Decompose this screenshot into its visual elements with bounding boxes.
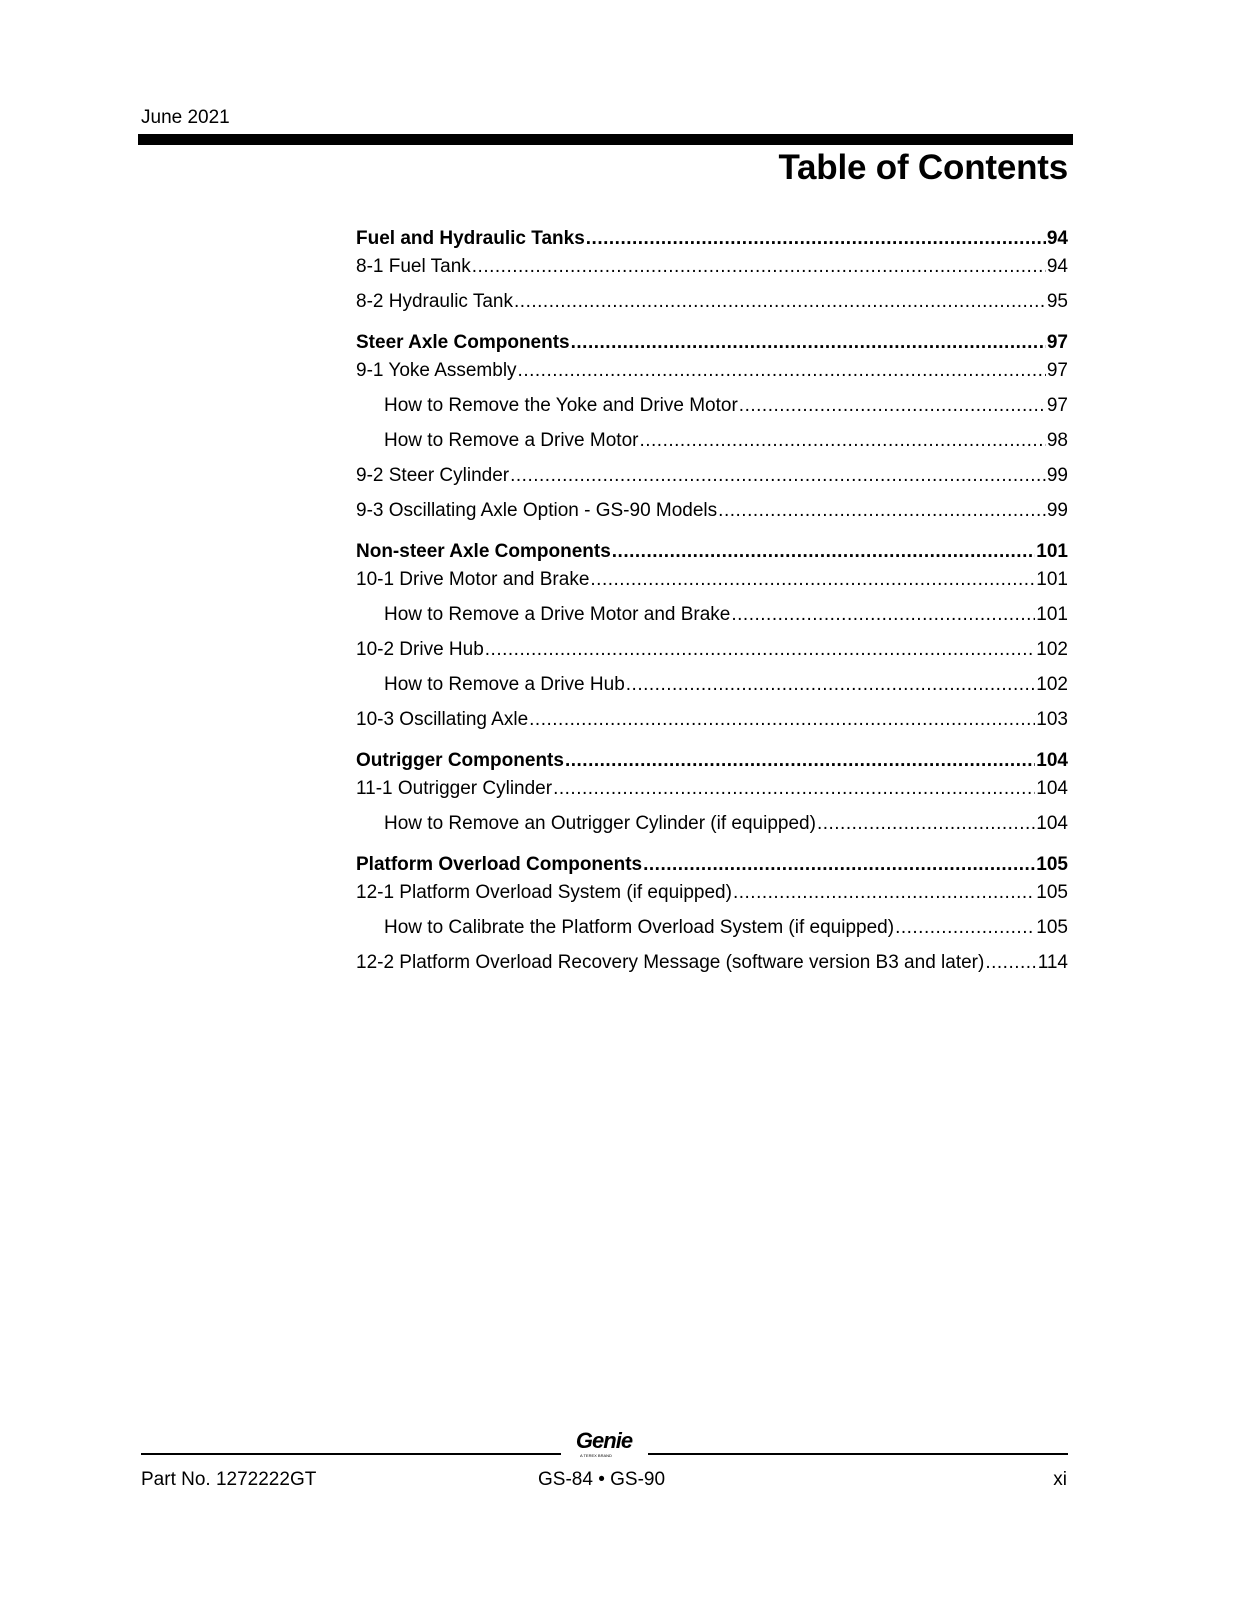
toc-page-number: 97 (1046, 395, 1068, 416)
logo-tagline: A TEREX BRAND (580, 1453, 612, 1458)
toc-page-number: 105 (1036, 854, 1068, 875)
footer-part-number: Part No. 1272222GT (141, 1469, 317, 1490)
toc-heading-row[interactable] (356, 228, 1068, 256)
toc-sub-row[interactable] (356, 813, 1068, 848)
toc-entry-title: How to Calibrate the Platform Overload System (if equipped) (384, 917, 895, 938)
toc-entry-title: 8-1 Fuel Tank (356, 256, 471, 277)
toc-dot-leader (643, 854, 1035, 876)
toc-entry-title: How to Remove a Drive Hub (384, 674, 625, 695)
toc-page-number: 94 (1046, 256, 1068, 277)
toc-page-number: 104 (1036, 778, 1068, 799)
toc-page-number: 97 (1046, 360, 1068, 381)
toc-dot-leader (472, 256, 1046, 278)
toc-dot-leader (739, 395, 1046, 417)
table-of-contents (356, 228, 1068, 987)
toc-page-number: 105 (1036, 917, 1068, 938)
toc-heading-row[interactable] (356, 854, 1068, 882)
toc-entry-row[interactable] (356, 639, 1068, 674)
toc-entry-title: 12-2 Platform Overload Recovery Message (software version B3 and later) (356, 952, 985, 973)
logo-wordmark: Genie (575, 1428, 633, 1453)
page-title: Table of Contents (778, 148, 1068, 187)
toc-page-number: 97 (1046, 332, 1068, 353)
toc-entry-row[interactable] (356, 709, 1068, 744)
toc-entry-row[interactable] (356, 256, 1068, 291)
header-rule (138, 134, 1073, 145)
toc-page-number: 102 (1036, 639, 1068, 660)
toc-sub-row[interactable] (356, 430, 1068, 465)
toc-entry-title: How to Remove a Drive Motor and Brake (384, 604, 731, 625)
toc-page-number: 105 (1036, 882, 1068, 903)
toc-dot-leader (571, 332, 1046, 354)
toc-dot-leader (639, 430, 1045, 452)
toc-entry-title: How to Remove an Outrigger Cylinder (if equipped) (384, 813, 816, 834)
toc-entry-row[interactable] (356, 778, 1068, 813)
toc-dot-leader (514, 291, 1046, 313)
toc-dot-leader (510, 465, 1046, 487)
toc-dot-leader (817, 813, 1035, 835)
toc-dot-leader (553, 778, 1035, 800)
toc-entry-row[interactable] (356, 291, 1068, 326)
toc-entry-row[interactable] (356, 882, 1068, 917)
toc-entry-title: 9-1 Yoke Assembly (356, 360, 517, 381)
toc-entry-title: 10-3 Oscillating Axle (356, 709, 529, 730)
toc-entry-title: Outrigger Components (356, 750, 564, 771)
footer-page-number: xi (1053, 1469, 1067, 1490)
toc-dot-leader (626, 674, 1036, 696)
toc-heading-row[interactable] (356, 541, 1068, 569)
toc-entry-title: 10-2 Drive Hub (356, 639, 484, 660)
toc-sub-row[interactable] (356, 604, 1068, 639)
toc-page-number: 95 (1046, 291, 1068, 312)
genie-logo (566, 1429, 642, 1465)
toc-dot-leader (612, 541, 1036, 563)
toc-entry-title: 9-3 Oscillating Axle Option - GS-90 Models (356, 500, 718, 521)
toc-page-number: 98 (1046, 430, 1068, 451)
toc-page-number: 103 (1036, 709, 1068, 730)
toc-entry-row[interactable] (356, 952, 1068, 987)
toc-entry-title: How to Remove a Drive Motor (384, 430, 639, 451)
toc-entry-row[interactable] (356, 465, 1068, 500)
toc-page-number: 101 (1036, 541, 1068, 562)
toc-entry-title: Fuel and Hydraulic Tanks (356, 228, 585, 249)
footer-rule-right (648, 1453, 1068, 1455)
toc-entry-row[interactable] (356, 569, 1068, 604)
toc-dot-leader (985, 952, 1036, 974)
toc-entry-title: 8-2 Hydraulic Tank (356, 291, 514, 312)
toc-page-number: 94 (1046, 228, 1068, 249)
toc-dot-leader (590, 569, 1035, 591)
toc-dot-leader (586, 228, 1046, 250)
header-date: June 2021 (141, 107, 230, 128)
toc-page-number: 102 (1036, 674, 1068, 695)
footer-rule-left (141, 1453, 561, 1455)
toc-dot-leader (718, 500, 1046, 522)
toc-heading-row[interactable] (356, 332, 1068, 360)
toc-dot-leader (485, 639, 1036, 661)
toc-entry-row[interactable] (356, 360, 1068, 395)
toc-page-number: 99 (1046, 500, 1068, 521)
toc-sub-row[interactable] (356, 395, 1068, 430)
toc-entry-title: How to Remove the Yoke and Drive Motor (384, 395, 738, 416)
toc-dot-leader (529, 709, 1035, 731)
toc-dot-leader (565, 750, 1035, 772)
toc-sub-row[interactable] (356, 917, 1068, 952)
footer-models: GS-84 • GS-90 (538, 1469, 666, 1490)
toc-entry-title: Platform Overload Components (356, 854, 643, 875)
toc-entry-title: Steer Axle Components (356, 332, 570, 353)
toc-entry-title: Non-steer Axle Components (356, 541, 611, 562)
toc-dot-leader (733, 882, 1035, 904)
toc-dot-leader (731, 604, 1035, 626)
toc-entry-title: 11-1 Outrigger Cylinder (356, 778, 553, 799)
toc-page-number: 101 (1036, 569, 1068, 590)
toc-page-number: 114 (1037, 952, 1068, 973)
toc-entry-title: 12-1 Platform Overload System (if equipped) (356, 882, 732, 903)
toc-dot-leader (518, 360, 1046, 382)
toc-page-number: 104 (1036, 750, 1068, 771)
toc-entry-row[interactable] (356, 500, 1068, 535)
toc-entry-title: 10-1 Drive Motor and Brake (356, 569, 590, 590)
toc-page-number: 101 (1036, 604, 1068, 625)
toc-page-number: 104 (1036, 813, 1068, 834)
toc-dot-leader (895, 917, 1035, 939)
toc-heading-row[interactable] (356, 750, 1068, 778)
toc-sub-row[interactable] (356, 674, 1068, 709)
toc-entry-title: 9-2 Steer Cylinder (356, 465, 510, 486)
toc-page-number: 99 (1046, 465, 1068, 486)
